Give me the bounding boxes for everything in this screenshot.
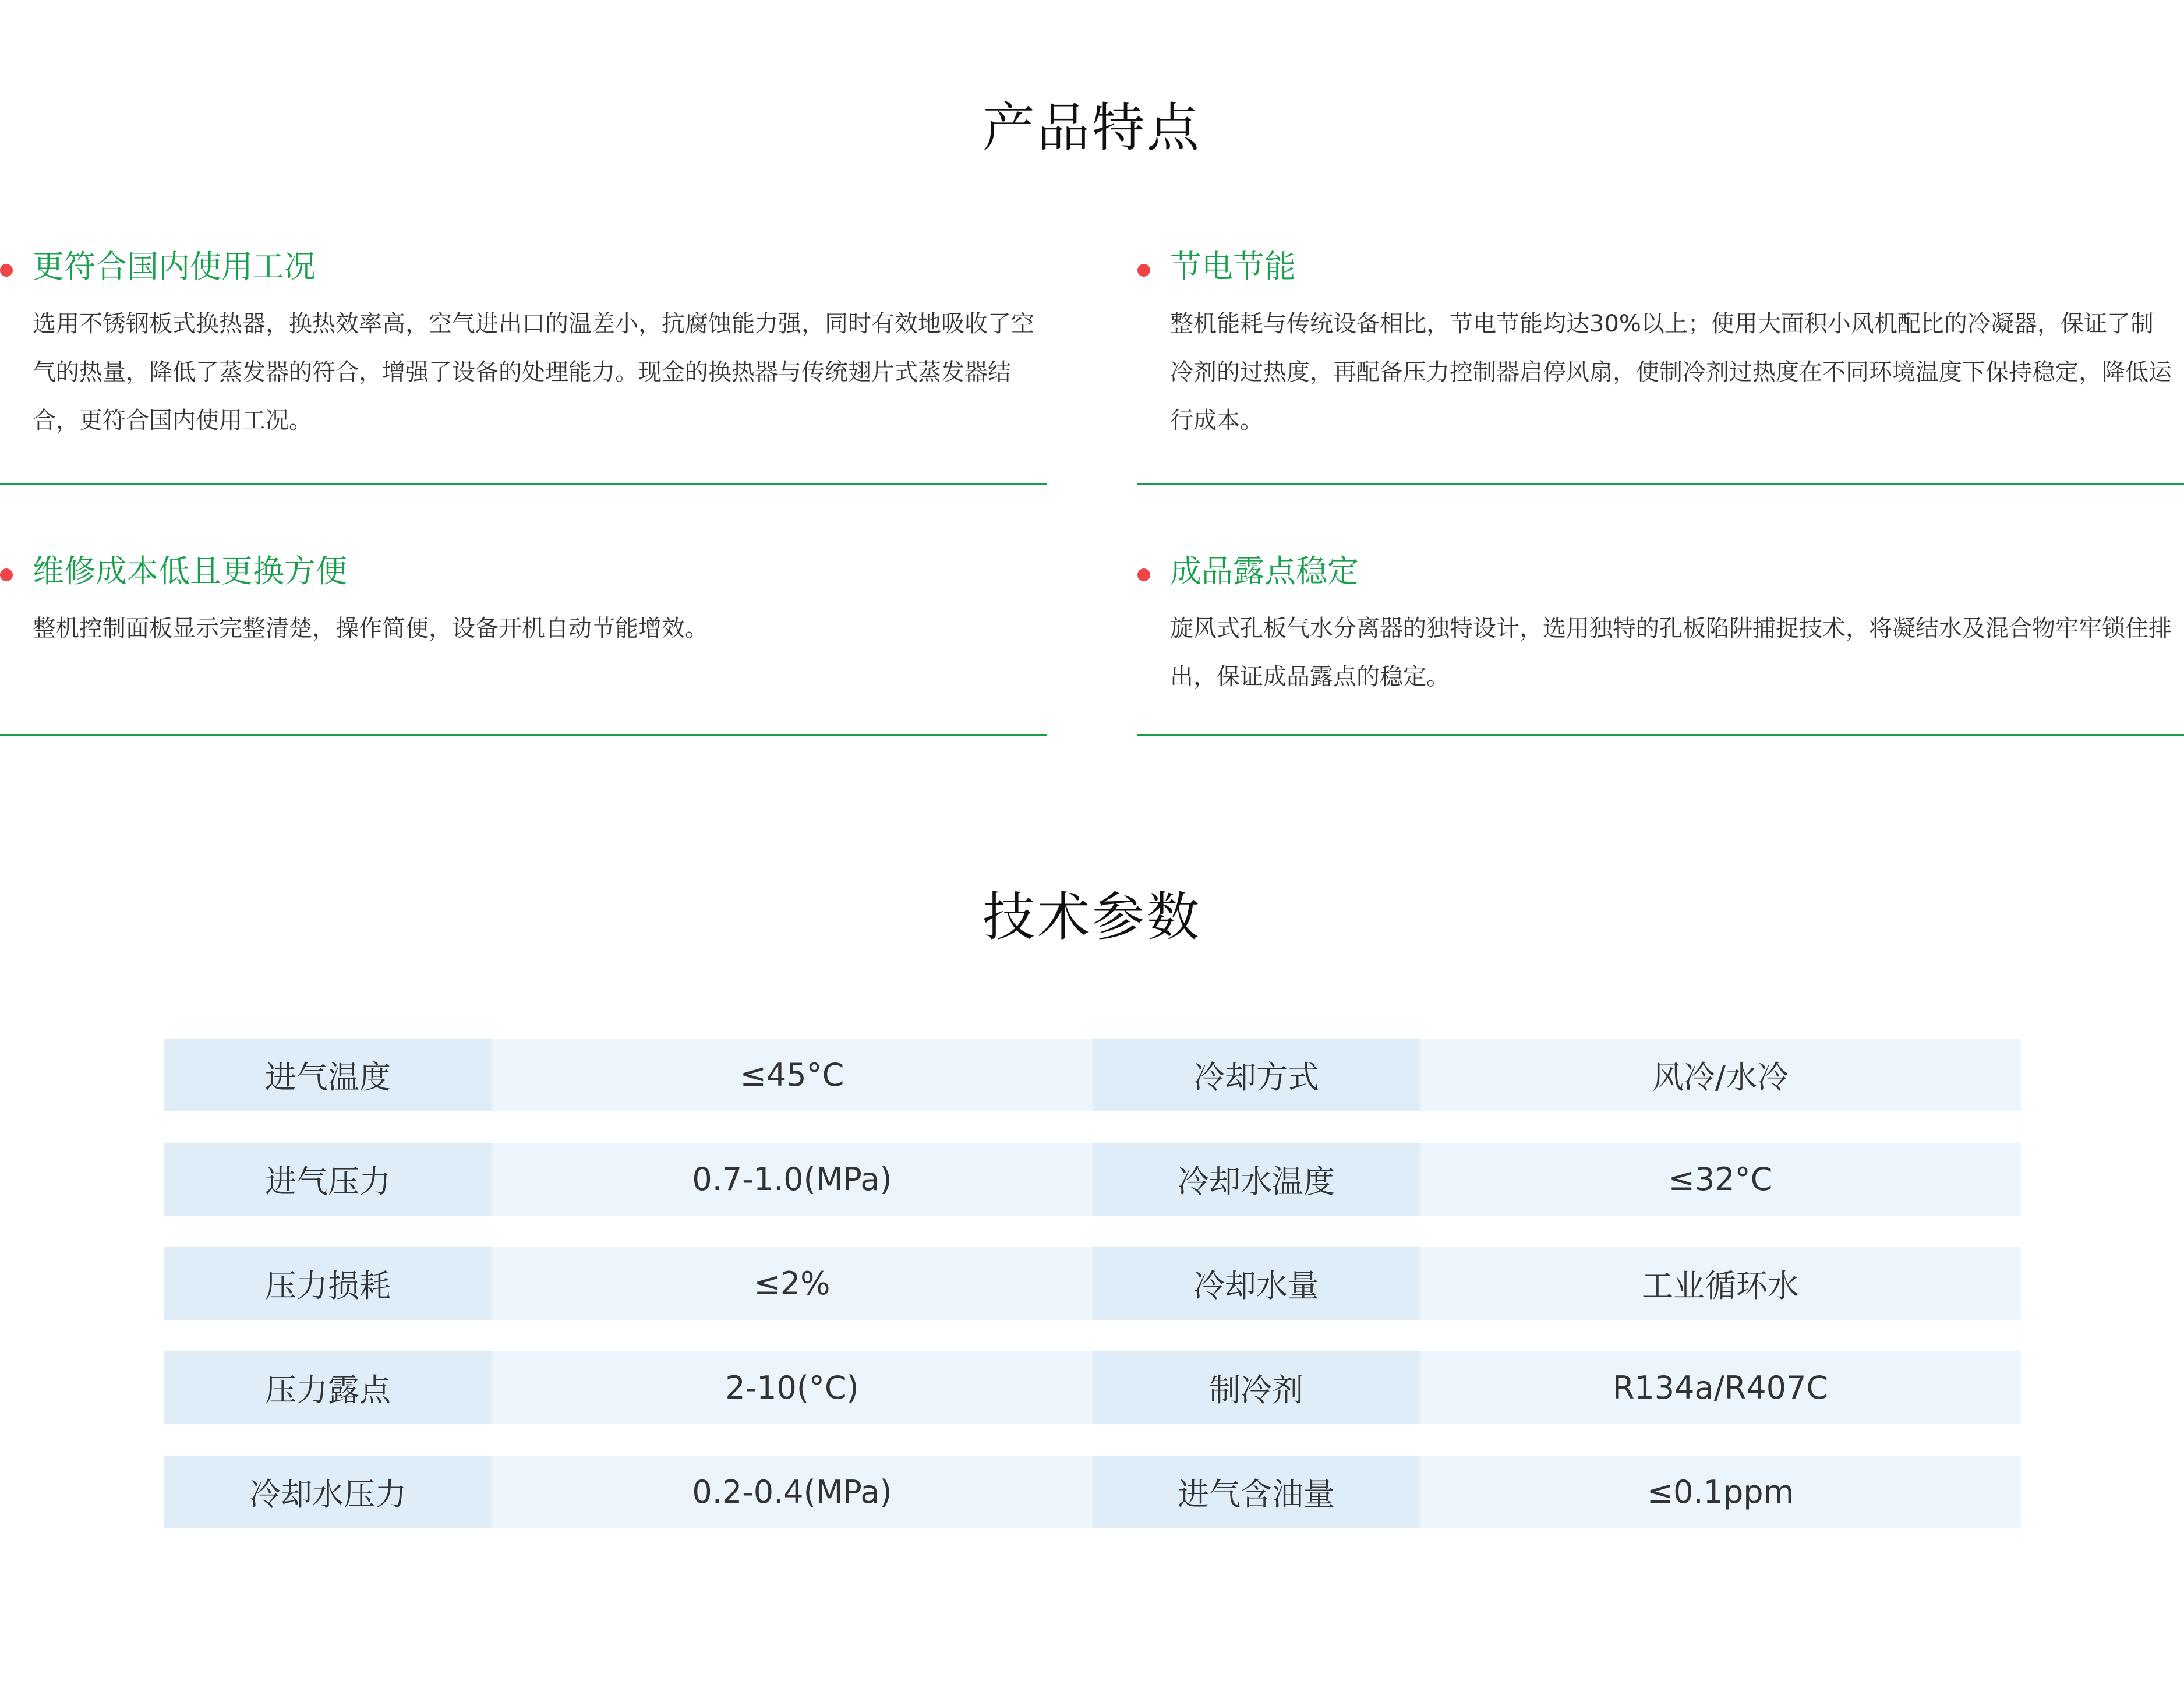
- param-value: R134a/R407C: [1420, 1351, 2021, 1424]
- param-value: 0.2-0.4(MPa): [492, 1456, 1093, 1528]
- feature-description: 选用不锈钢板式换热器，换热效率高，空气进出口的温差小，抗腐蚀能力强，同时有效地吸收了空气的热量，降低了蒸发器的符合，增强了设备的处理能力。现金的换热器与传统翅片式蒸发器结合，更符合国内使用工况。: [33, 310, 1034, 434]
- param-label: 冷却水压力: [164, 1456, 492, 1528]
- bullet-dot-icon: [0, 568, 13, 581]
- feature-title: 维修成本低且更换方便: [33, 553, 347, 589]
- param-label: 冷却水量: [1093, 1247, 1420, 1320]
- feature-item: [0, 242, 1047, 485]
- param-value: ≤0.1ppm: [1420, 1456, 2021, 1528]
- feature-item: [1137, 546, 2184, 736]
- param-label: 冷却方式: [1093, 1039, 1420, 1111]
- param-label: 制冷剂: [1093, 1351, 1420, 1424]
- feature-description: 整机能耗与传统设备相比，节电节能均达30%以上；使用大面积小风机配比的冷凝器，保证了制冷剂的过热度，再配备压力控制器启停风扇，使制冷剂过热度在不同环境温度下保持稳定，降低运行成本。: [1170, 310, 2172, 434]
- param-label: 压力损耗: [164, 1247, 492, 1320]
- param-value: 2-10(°C): [492, 1351, 1093, 1424]
- bullet-dot-icon: [1137, 568, 1150, 581]
- param-value: ≤2%: [492, 1247, 1093, 1320]
- features-section-title: 产品特点: [983, 97, 1201, 158]
- params-section-title: 技术参数: [983, 887, 1201, 948]
- feature-title: 更符合国内使用工况: [33, 248, 316, 285]
- feature-title: 节电节能: [1170, 248, 1296, 285]
- param-label: 进气含油量: [1093, 1456, 1420, 1528]
- param-value: ≤45°C: [492, 1039, 1093, 1111]
- table-row: [164, 1247, 2021, 1320]
- param-label: 进气温度: [164, 1039, 492, 1111]
- param-label: 冷却水温度: [1093, 1143, 1420, 1216]
- param-value: ≤32°C: [1420, 1143, 2021, 1216]
- feature-item: [0, 546, 1047, 736]
- table-row: [164, 1351, 2021, 1424]
- param-value: 0.7-1.0(MPa): [492, 1143, 1093, 1216]
- feature-description: 旋风式孔板气水分离器的独特设计，选用独特的孔板陷阱捕捉技术，将凝结水及混合物牢牢锁住排出，保证成品露点的稳定。: [1170, 615, 2172, 690]
- param-label: 压力露点: [164, 1351, 492, 1424]
- param-value: 工业循环水: [1420, 1247, 2021, 1320]
- feature-description: 整机控制面板显示完整清楚，操作简便，设备开机自动节能增效。: [33, 615, 708, 642]
- bullet-dot-icon: [0, 264, 13, 277]
- table-row: [164, 1456, 2021, 1528]
- param-value: 风冷/水冷: [1420, 1039, 2021, 1111]
- table-row: [164, 1143, 2021, 1216]
- table-row: [164, 1039, 2021, 1111]
- feature-title: 成品露点稳定: [1170, 553, 1359, 589]
- bullet-dot-icon: [1137, 264, 1150, 277]
- params-table: [164, 1039, 2021, 1560]
- feature-item: [1137, 242, 2184, 485]
- param-label: 进气压力: [164, 1143, 492, 1216]
